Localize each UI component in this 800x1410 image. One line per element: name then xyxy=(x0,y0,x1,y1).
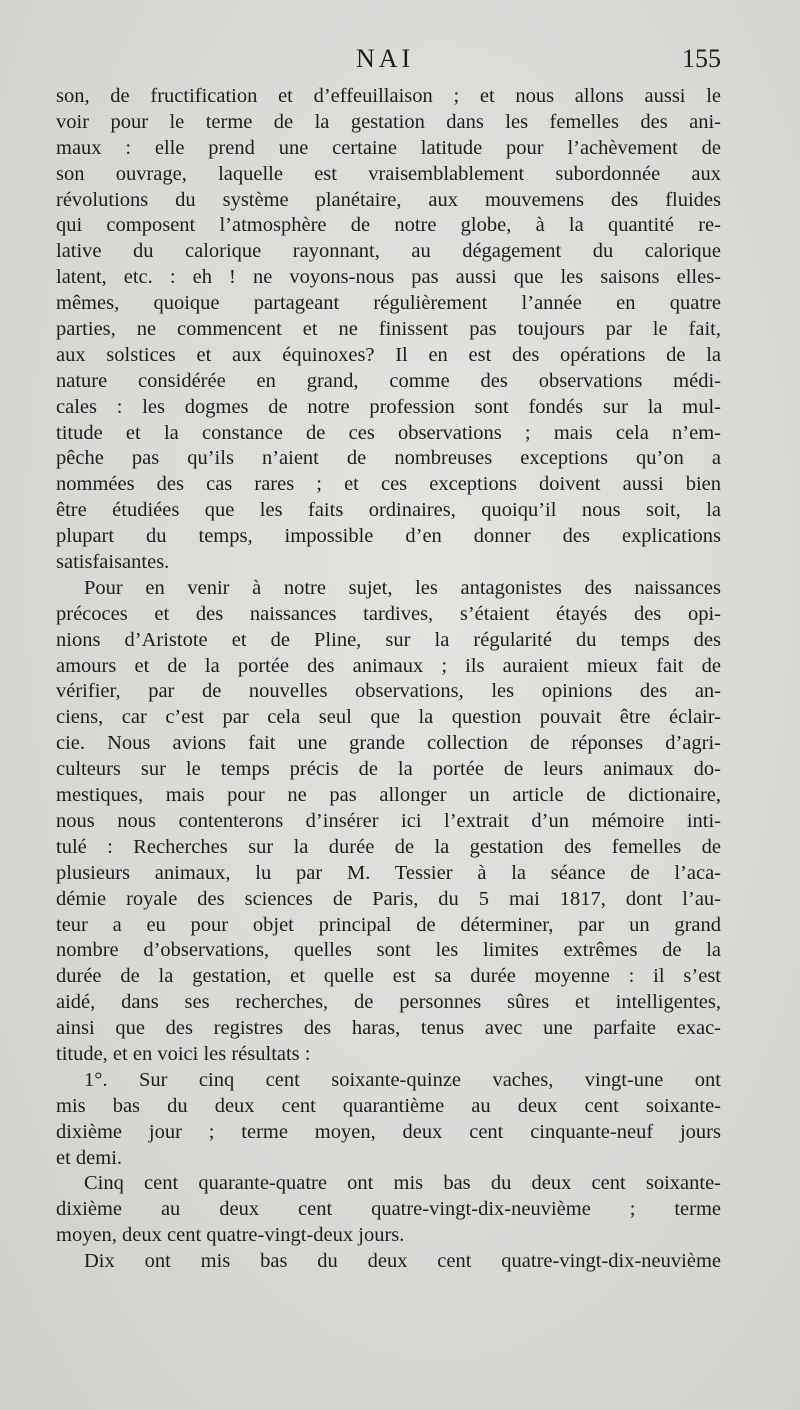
text-line: Pour en venir à notre sujet, les antagonistes des naissances xyxy=(84,576,721,599)
text-line: son, de fructification et d’effeuillaison ; et nous allons aussi le xyxy=(56,85,721,107)
text-line: nature considérée en grand, comme des observations médi- xyxy=(56,369,721,392)
text-line: tulé : Recherches sur la durée de la gestation des femelles de xyxy=(56,835,721,858)
text-line: et demi. xyxy=(56,1146,123,1169)
text-line: latent, etc. : eh ! ne voyons-nous pas aussi que les saisons elles- xyxy=(56,266,721,289)
text-line: nions d’Aristote et de Pline, sur la régularité du temps des xyxy=(56,628,721,651)
text-line: révolutions du système planétaire, aux mouvemens des fluides xyxy=(56,188,721,211)
text-line: être étudiées que les faits ordinaires, quoiqu’il nous soit, la xyxy=(56,499,721,522)
text-line: amours et de la portée des animaux ; ils auraient mieux fait de xyxy=(56,654,721,677)
text-line: titude, et en voici les résultats : xyxy=(56,1042,311,1065)
text-line: satisfaisantes. xyxy=(56,551,170,574)
text-line: démie royale des sciences de Paris, du 5 mai 1817, dont l’au- xyxy=(56,887,721,910)
text-line: maux : elle prend une certaine latitude pour l’achèvement de xyxy=(56,136,721,159)
text-line: mêmes, quoique partageant régulièrement l’année en quatre xyxy=(56,292,721,315)
text-line: Cinq cent quarante-quatre ont mis bas du deux cent soixante- xyxy=(84,1172,721,1195)
running-head: NAI xyxy=(356,44,415,73)
text-line: durée de la gestation, et quelle est sa durée moyenne : il s’est xyxy=(56,965,721,988)
page-number: 155 xyxy=(682,44,721,73)
text-line: dixième au deux cent quatre-vingt-dix-neuvième ; terme xyxy=(56,1198,721,1221)
text-line: 1°. Sur cinq cent soixante-quinze vaches, vingt-une ont xyxy=(84,1068,721,1091)
text-line: aux solstices et aux équinoxes? Il en est des opérations de la xyxy=(56,343,721,366)
text-line: teur a eu pour objet principal de déterminer, par un grand xyxy=(56,913,721,936)
text-line: lative du calorique rayonnant, au dégagement du calorique xyxy=(56,240,721,263)
text-line: cie. Nous avions fait une grande collection de réponses d’agri- xyxy=(56,732,721,755)
text-line: titude et la constance de ces observations ; mais cela n’em- xyxy=(56,421,721,444)
text-line: nommées des cas rares ; et ces exceptions doivent aussi bien xyxy=(56,473,721,496)
text-line: mestiques, mais pour ne pas allonger un article de dictionaire, xyxy=(56,784,721,807)
text-line: cales : les dogmes de notre profession sont fondés sur la mul- xyxy=(56,395,721,418)
text-line: qui composent l’atmosphère de notre globe, à la quantité re- xyxy=(56,214,721,237)
text-line: précoces et des naissances tardives, s’étaient étayés des opi- xyxy=(56,602,721,625)
body-text xyxy=(56,84,721,1275)
page-header xyxy=(56,44,721,78)
text-line: voir pour le terme de la gestation dans les femelles des ani- xyxy=(56,110,721,133)
text-line: ainsi que des registres des haras, tenus avec une parfaite exac- xyxy=(56,1017,721,1040)
text-line: aidé, dans ses recherches, de personnes sûres et intelligentes, xyxy=(56,991,721,1014)
text-line: parties, ne commencent et ne finissent pas toujours par le fait, xyxy=(56,318,721,341)
text-line: plusieurs animaux, lu par M. Tessier à la séance de l’aca- xyxy=(56,861,721,884)
text-line: vérifier, par de nouvelles observations, les opinions des an- xyxy=(56,680,721,703)
text-line: son ouvrage, laquelle est vraisemblablement subordonnée aux xyxy=(56,162,721,185)
text-line: plupart du temps, impossible d’en donner des explications xyxy=(56,525,721,548)
text-line: pêche pas qu’ils n’aient de nombreuses exceptions qu’on a xyxy=(56,447,721,470)
text-line: ciens, car c’est par cela seul que la question pouvait être éclair- xyxy=(56,706,721,729)
text-line: nous nous contenterons d’insérer ici l’extrait d’un mémoire inti- xyxy=(56,809,721,832)
text-line: dixième jour ; terme moyen, deux cent cinquante-neuf jours xyxy=(56,1120,721,1143)
text-line: nombre d’observations, quelles sont les limites extrêmes de la xyxy=(56,939,721,962)
text-line: moyen, deux cent quatre-vingt-deux jours. xyxy=(56,1224,405,1247)
text-line: mis bas du deux cent quarantième au deux cent soixante- xyxy=(56,1094,721,1117)
text-line: Dix ont mis bas du deux cent quatre-vingt-dix-neuvième xyxy=(84,1250,721,1273)
text-line: culteurs sur le temps précis de la portée de leurs animaux do- xyxy=(56,758,721,781)
